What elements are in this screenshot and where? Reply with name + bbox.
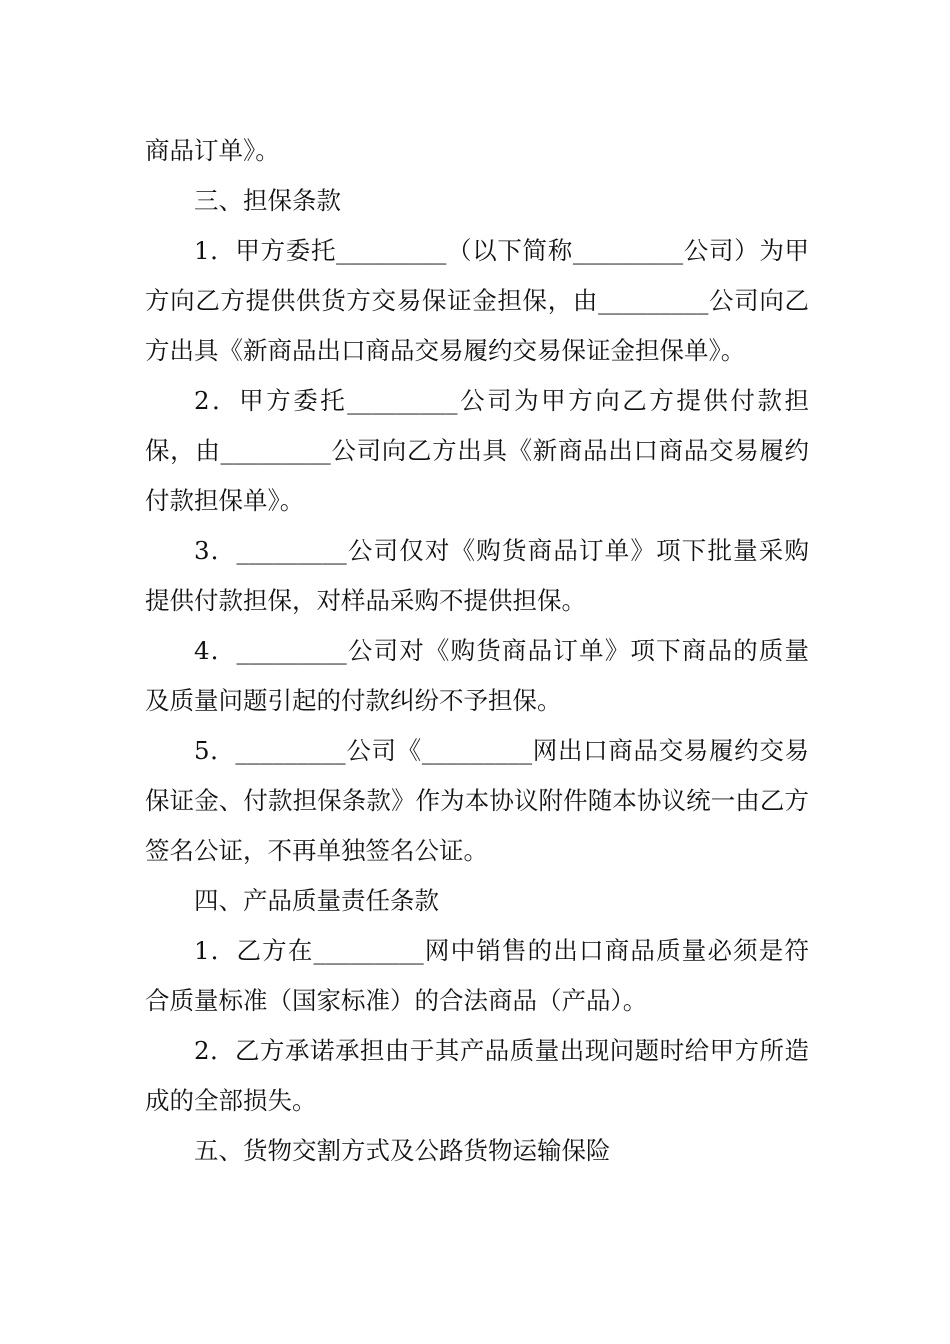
section-heading-quality-liability: 四、产品质量责任条款 (194, 886, 439, 915)
clause-3-3: 3．_________公司仅对《购货商品订单》项下批量采购提供付款担保，对样品采购不提供担保。 (145, 536, 809, 615)
document-body (145, 126, 809, 1176)
clause-3-1: 1．甲方委托_________（以下简称_________公司）为甲方向乙方提供供货方交易保证金担保，由_________公司向乙方出具《新商品出口商品交易履约交易保证金担保单》。 (145, 236, 809, 365)
section-heading-delivery-insurance: 五、货物交割方式及公路货物运输保险 (194, 1136, 611, 1165)
clause-3-4: 4．_________公司对《购货商品订单》项下商品的质量及质量问题引起的付款纠纷不予担保。 (145, 636, 809, 715)
clause-4-1: 1．乙方在_________网中销售的出口商品质量必须是符合质量标准（国家标准）的合法商品（产品）。 (145, 936, 809, 1015)
section-heading-guarantee-terms: 三、担保条款 (194, 186, 341, 215)
clause-3-2: 2．甲方委托_________公司为甲方向乙方提供付款担保，由_________公司向乙方出具《新商品出口商品交易履约付款担保单》。 (145, 386, 809, 515)
clause-4-2: 2．乙方承诺承担由于其产品质量出现问题时给甲方所造成的全部损失。 (145, 1036, 809, 1115)
clause-3-5: 5．_________公司《_________网出口商品交易履约交易保证金、付款担保条款》作为本协议附件随本协议统一由乙方签名公证，不再单独签名公证。 (145, 736, 809, 865)
paragraph-continuation: 商品订单》。 (145, 136, 280, 165)
